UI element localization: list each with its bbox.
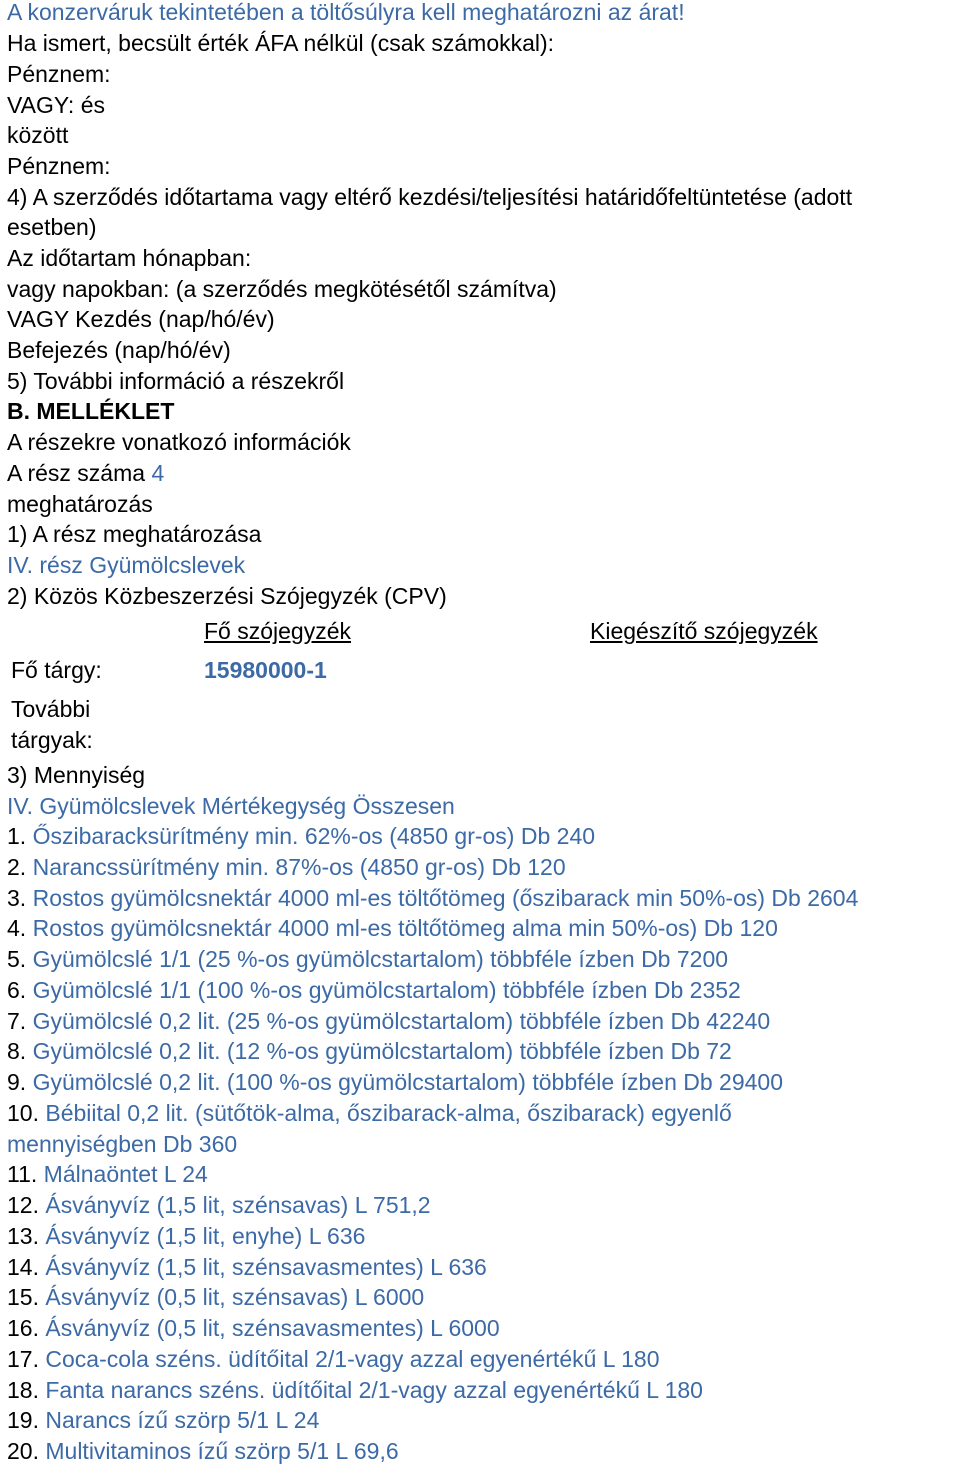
cpv-col-main-header: Fő szójegyzék <box>204 618 352 644</box>
quantity-table-header: IV. Gyümölcslevek Mértékegység Összesen <box>7 793 455 819</box>
list-item: 6. Gyümölcslé 1/1 (100 %-os gyümölcstartalom) többféle ízben Db 2352 <box>7 977 741 1003</box>
annex-title: B. MELLÉKLET <box>7 398 175 424</box>
list-item: 8. Gyümölcslé 0,2 lit. (12 %-os gyümölcstartalom) többféle ízben Db 72 <box>7 1038 732 1064</box>
list-item: 20. Multivitaminos ízű szörp 5/1 L 69,6 <box>7 1438 399 1464</box>
duration-days-label: vagy napokban: (a szerződés megkötésétől számítva) <box>7 276 557 302</box>
section-2-heading: 2) Közös Közbeszerzési Szójegyzék (CPV) <box>7 583 447 609</box>
list-item: 2. Narancssürítmény min. 87%-os (4850 gr-os) Db 120 <box>7 854 566 880</box>
list-item: 17. Coca-cola széns. üdítőital 2/1-vagy azzal egyenértékű L 180 <box>7 1346 660 1372</box>
section-4-heading: 4) A szerződés időtartama vagy eltérő kezdési/teljesítési határidőfeltüntetése (adott <box>7 184 853 210</box>
further-objects-label-cont: tárgyak: <box>11 727 93 753</box>
list-item: 15. Ásványvíz (0,5 lit, szénsavas) L 6000 <box>7 1284 425 1310</box>
section-4-heading-cont: esetben) <box>7 214 97 240</box>
currency-label: Pénznem: <box>7 61 111 87</box>
part-number-value: 4 <box>151 460 165 486</box>
list-item: 16. Ásványvíz (0,5 lit, szénsavasmentes) L 6000 <box>7 1315 500 1341</box>
list-item: 12. Ásványvíz (1,5 lit, szénsavas) L 751,2 <box>7 1192 431 1218</box>
main-object-label: Fő tárgy: <box>11 657 102 683</box>
section-3-heading: 3) Mennyiség <box>7 762 146 788</box>
cpv-col-extra-header: Kiegészítő szójegyzék <box>590 618 818 644</box>
list-item: 19. Narancs ízű szörp 5/1 L 24 <box>7 1407 320 1433</box>
range-or-label: VAGY: és <box>7 92 106 118</box>
list-item: 13. Ásványvíz (1,5 lit, enyhe) L 636 <box>7 1223 366 1249</box>
currency-label-2: Pénznem: <box>7 153 111 179</box>
list-item: 18. Fanta narancs széns. üdítőital 2/1-vagy azzal egyenértékű L 180 <box>7 1377 703 1403</box>
further-objects-label: További <box>11 696 91 722</box>
part-number-row <box>7 459 164 487</box>
main-object-code: 15980000-1 <box>204 657 327 683</box>
part-name: IV. rész Gyümölcslevek <box>7 552 246 578</box>
end-date-label: Befejezés (nap/hó/év) <box>7 337 231 363</box>
section-1-heading: 1) A rész meghatározása <box>7 521 262 547</box>
list-item: 9. Gyümölcslé 0,2 lit. (100 %-os gyümölcstartalom) többféle ízben Db 29400 <box>7 1069 783 1095</box>
list-item: 11. Málnaöntet L 24 <box>7 1161 208 1187</box>
list-item: 5. Gyümölcslé 1/1 (25 %-os gyümölcstartalom) többféle ízben Db 7200 <box>7 946 729 972</box>
annex-subtitle: A részekre vonatkozó információk <box>7 429 351 455</box>
list-item: 3. Rostos gyümölcsnektár 4000 ml-es töltőtömeg (őszibarack min 50%-os) Db 2604 <box>7 885 859 911</box>
section-5-heading: 5) További információ a részekről <box>7 368 345 394</box>
list-item: 1. Őszibaracksürítmény min. 62%-os (4850 gr-os) Db 240 <box>7 823 596 849</box>
list-item: 7. Gyümölcslé 0,2 lit. (25 %-os gyümölcstartalom) többféle ízben Db 42240 <box>7 1008 771 1034</box>
list-item: 10. Bébiital 0,2 lit. (sütőtök-alma, őszibarack-alma, őszibarack) egyenlő <box>7 1100 732 1126</box>
start-date-label: VAGY Kezdés (nap/hó/év) <box>7 306 275 332</box>
range-between-label: között <box>7 122 69 148</box>
duration-months-label: Az időtartam hónapban: <box>7 245 252 271</box>
list-item: 14. Ásványvíz (1,5 lit, szénsavasmentes) L 636 <box>7 1254 487 1280</box>
notice-text: A konzerváruk tekintetében a töltősúlyra kell meghatározni az árat! <box>7 0 685 25</box>
definition-label: meghatározás <box>7 491 153 517</box>
part-number-label: A rész száma <box>7 460 146 486</box>
list-item-continuation: mennyiségben Db 360 <box>7 1131 238 1157</box>
estimated-value-label: Ha ismert, becsült érték ÁFA nélkül (csak számokkal): <box>7 30 555 56</box>
list-item: 4. Rostos gyümölcsnektár 4000 ml-es töltőtömeg alma min 50%-os) Db 120 <box>7 915 778 941</box>
